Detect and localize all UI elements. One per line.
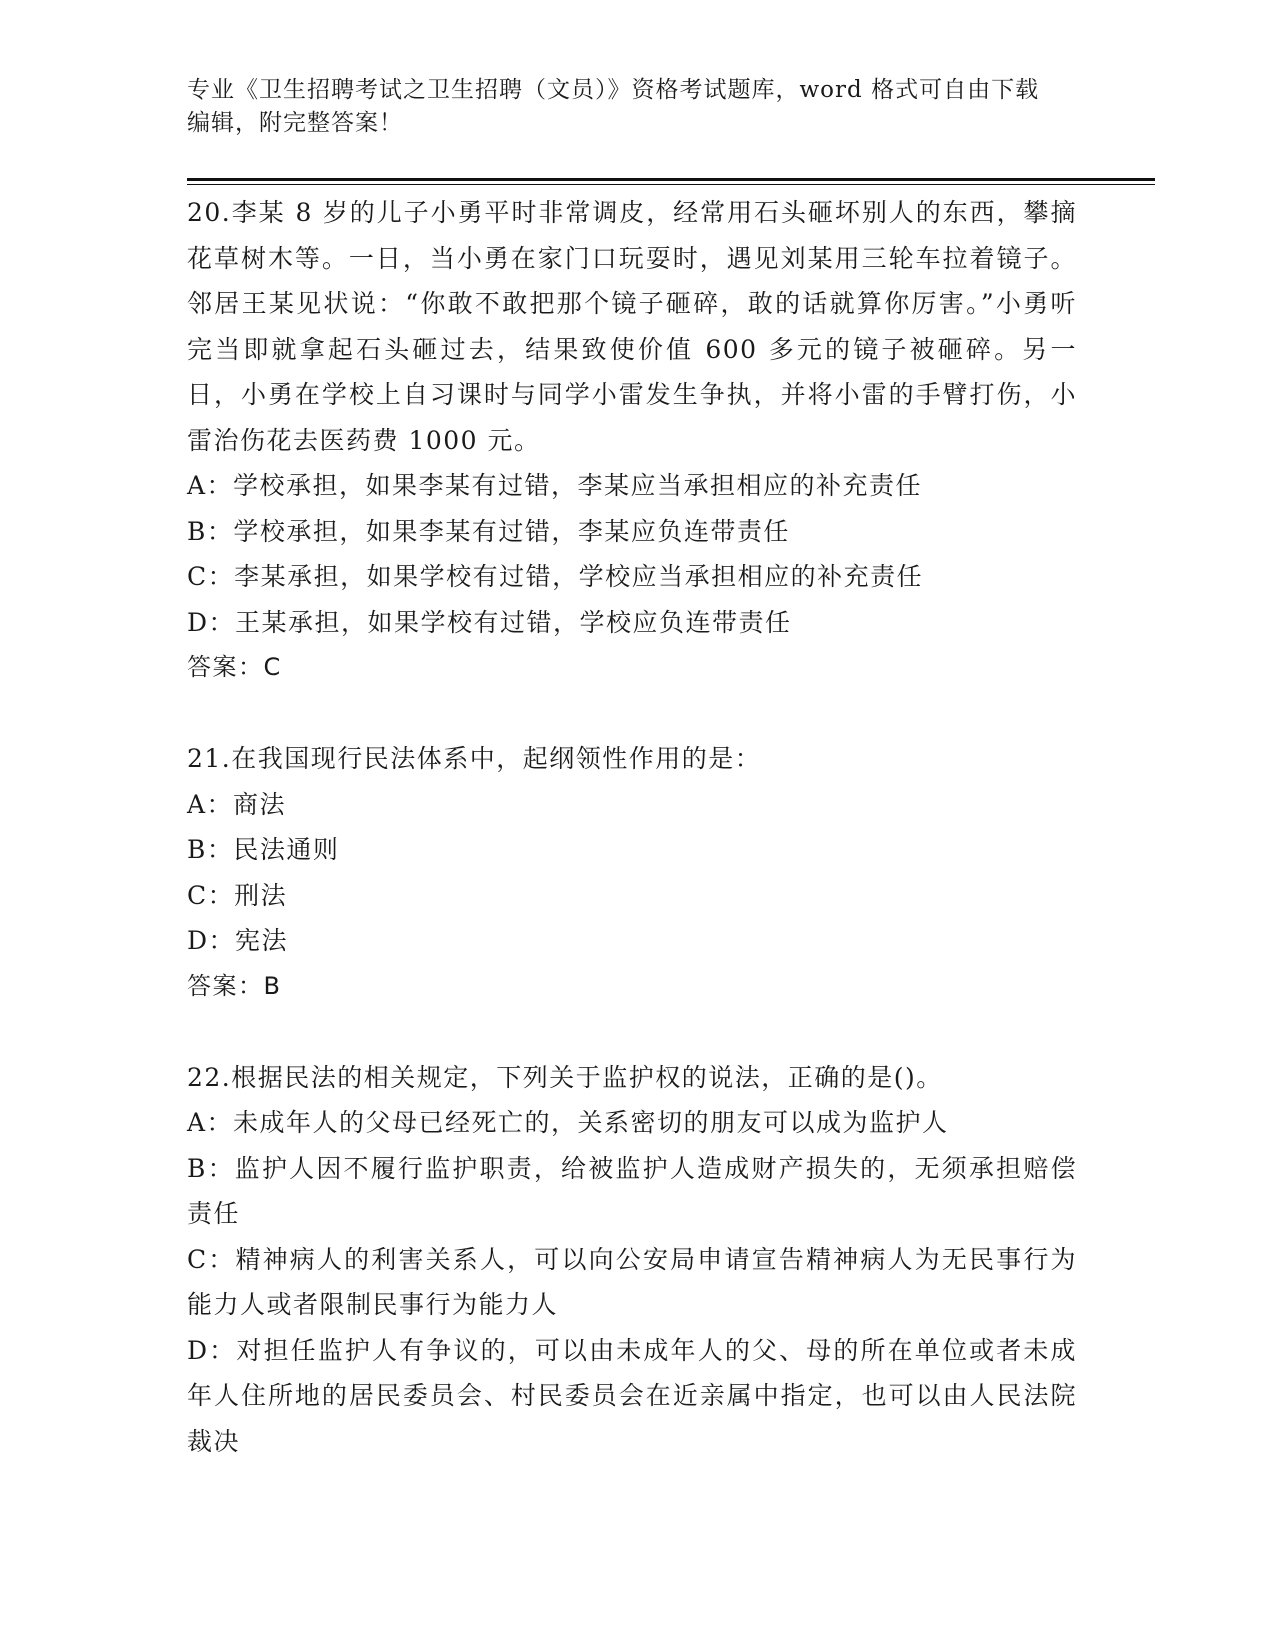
option-c: C：刑法 bbox=[187, 880, 288, 910]
option-a: A：商法 bbox=[187, 789, 287, 819]
option-a: A：未成年人的父母已经死亡的，关系密切的朋友可以成为监护人 bbox=[187, 1108, 949, 1137]
header-divider-thick bbox=[187, 178, 1155, 181]
question-stem: 21.在我国现行民法体系中，起纲领性作用的是： bbox=[187, 744, 762, 773]
option-b: B：民法通则 bbox=[187, 835, 340, 864]
header-line-2: 编辑，附完整答案！ bbox=[187, 110, 403, 136]
option-c: C：李某承担，如果学校有过错，学校应当承担相应的补充责任 bbox=[187, 562, 924, 591]
option-b: B：监护人因不履行监护职责，给被监护人造成财产损失的，无须承担赔偿责任 bbox=[187, 1153, 1077, 1228]
question-22 bbox=[187, 1055, 1077, 1465]
answer-label: 答案：C bbox=[187, 653, 282, 681]
question-stem: 22.根据民法的相关规定，下列关于监护权的说法，正确的是()。 bbox=[187, 1062, 943, 1092]
question-21 bbox=[187, 736, 1077, 1009]
question-spacer bbox=[187, 1009, 1077, 1055]
option-d: D：王某承担，如果学校有过错，学校应负连带责任 bbox=[187, 607, 792, 637]
option-a: A：学校承担，如果李某有过错，李某应当承担相应的补充责任 bbox=[187, 471, 923, 500]
document-header bbox=[187, 74, 1067, 140]
option-d: D：对担任监护人有争议的，可以由未成年人的父、母的所在单位或者未成年人住所地的居民委员会、村民委员会在近亲属中指定，也可以由人民法院裁决 bbox=[187, 1335, 1077, 1456]
option-b: B：学校承担，如果李某有过错，李某应负连带责任 bbox=[187, 516, 790, 546]
question-20 bbox=[187, 190, 1077, 691]
answer-label: 答案：B bbox=[187, 971, 282, 1000]
question-stem: 20.李某 8 岁的儿子小勇平时非常调皮，经常用石头砸坏别人的东西，攀摘花草树木等。一日，当小勇在家门口玩耍时，遇见刘某用三轮车拉着镜子。邻居王某见状说：“你敢不敢把那个镜子砸碎，敢的话就算你厉害。”小勇听完当即就拿起石头砸过去，结果致使价值 600 多元的镜子被砸碎。另一日，小勇在学校上自习课时与同学小雷发生争执，并将小雷的手臂打伤，小雷治伤花去医药费 1000 元。 bbox=[187, 198, 1077, 455]
header-line-1: 专业《卫生招聘考试之卫生招聘（文员）》资格考试题库，word 格式可自由下载 bbox=[187, 77, 1040, 103]
header-divider-thin bbox=[187, 184, 1155, 185]
question-list bbox=[187, 190, 1077, 1464]
question-spacer bbox=[187, 691, 1077, 737]
option-d: D：宪法 bbox=[187, 926, 289, 955]
option-c: C：精神病人的利害关系人，可以向公安局申请宣告精神病人为无民事行为能力人或者限制民事行为能力人 bbox=[187, 1244, 1077, 1319]
